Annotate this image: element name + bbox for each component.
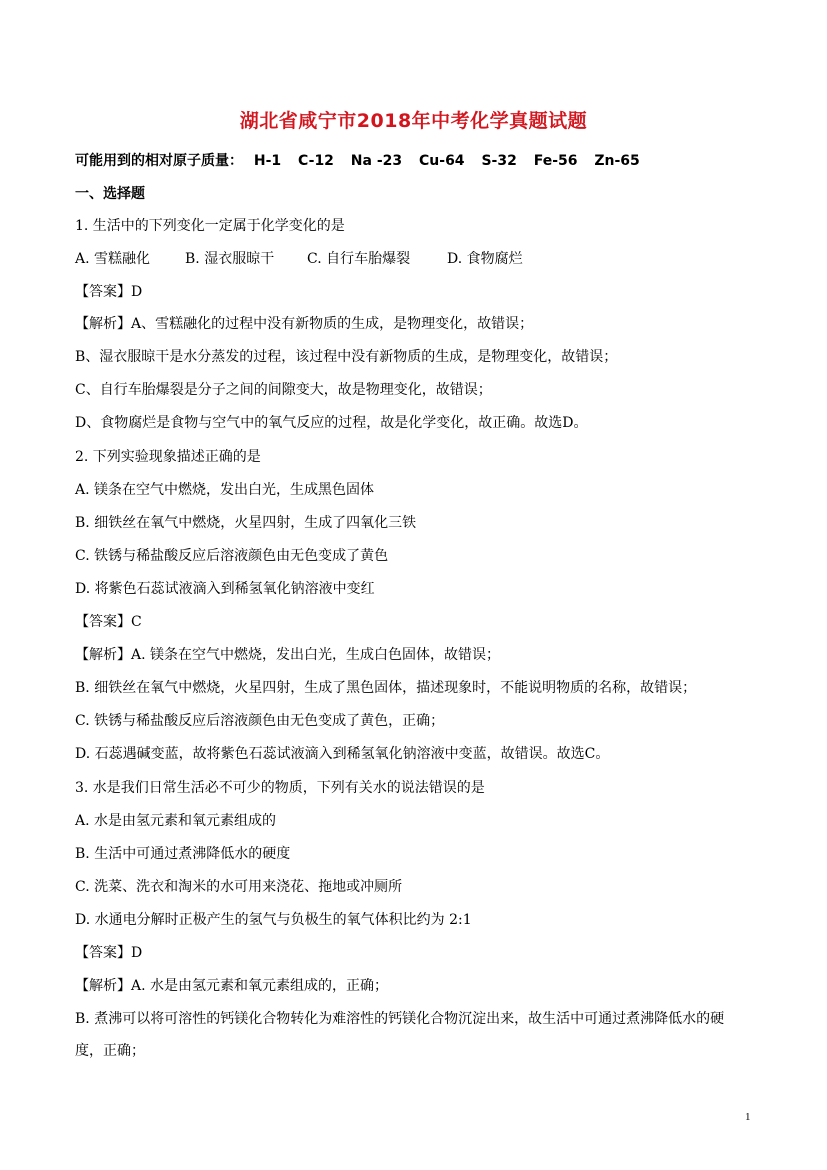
- question-1-analysis-4: D、食物腐烂是食物与空气中的氧气反应的过程，故是化学变化，故正确。故选D。: [75, 415, 588, 431]
- atomic-mass-c: C-12: [298, 153, 334, 169]
- answer-value: D: [131, 284, 143, 300]
- analysis-label: 【解析】: [75, 978, 131, 994]
- analysis-label: 【解析】: [75, 316, 131, 332]
- question-2-analysis-3: C. 铁锈与稀盐酸反应后溶液颜色由无色变成了黄色，正确；: [75, 713, 445, 729]
- question-3-option-c: C. 洗菜、洗衣和淘米的水可用来浇花、拖地或冲厕所: [75, 879, 403, 895]
- question-1-option-a: A. 雪糕融化: [75, 251, 151, 267]
- atomic-mass-cu: Cu-64: [419, 153, 465, 169]
- analysis-text: A. 镁条在空气中燃烧，发出白光，生成白色固体，故错误；: [131, 647, 501, 663]
- analysis-label: 【解析】: [75, 647, 131, 663]
- atomic-mass-label: 可能用到的相对原子质量：: [75, 153, 243, 169]
- question-2-analysis-4: D. 石蕊遇碱变蓝，故将紫色石蕊试液滴入到稀氢氧化钠溶液中变蓝，故错误。故选C。: [75, 746, 610, 762]
- analysis-text: A. 水是由氢元素和氧元素组成的，正确；: [131, 978, 389, 994]
- atomic-mass-na: Na -23: [350, 153, 403, 169]
- atomic-mass-line: [75, 151, 755, 171]
- question-3-answer: [75, 943, 755, 963]
- atomic-mass-fe: Fe-56: [533, 153, 578, 169]
- question-1-answer: [75, 282, 755, 302]
- question-1-analysis-2: B、湿衣服晾干是水分蒸发的过程，该过程中没有新物质的生成，是物理变化，故错误；: [75, 349, 618, 365]
- answer-label: 【答案】: [75, 284, 131, 300]
- question-2-analysis-2: B. 细铁丝在氧气中燃烧，火星四射，生成了黑色固体，描述现象时，不能说明物质的名称，故错误；: [75, 680, 697, 696]
- question-1-stem: 1. 生活中的下列变化一定属于化学变化的是: [75, 218, 345, 234]
- question-3-stem: 3. 水是我们日常生活必不可少的物质，下列有关水的说法错误的是: [75, 780, 485, 796]
- question-3-analysis-1: [75, 976, 755, 996]
- atomic-mass-s: S-32: [481, 153, 517, 169]
- answer-value: C: [131, 614, 142, 630]
- question-3-analysis-3: 度，正确；: [75, 1043, 145, 1059]
- question-2-option-d: D. 将紫色石蕊试液滴入到稀氢氧化钠溶液中变红: [75, 581, 375, 597]
- question-3-option-a: A. 水是由氢元素和氧元素组成的: [75, 813, 277, 829]
- question-2-option-c: C. 铁锈与稀盐酸反应后溶液颜色由无色变成了黄色: [75, 548, 389, 564]
- atomic-mass-h: H-1: [253, 153, 282, 169]
- answer-label: 【答案】: [75, 614, 131, 630]
- answer-value: D: [131, 945, 143, 961]
- question-3-option-d: D. 水通电分解时正极产生的氢气与负极生的氧气体积比约为 2:1: [75, 912, 472, 928]
- question-1-analysis-1: [75, 314, 755, 334]
- question-1-options: [75, 249, 755, 269]
- question-3-option-b: B. 生活中可通过煮沸降低水的硬度: [75, 846, 291, 862]
- page-title: 湖北省咸宁市2018年中考化学真题试题: [239, 110, 588, 132]
- section-heading: 一、选择题: [75, 186, 145, 202]
- question-3-analysis-2: B. 煮沸可以将可溶性的钙镁化合物转化为难溶性的钙镁化合物沉淀出来，故生活中可通过煮沸降低水的硬: [75, 1011, 725, 1027]
- question-2-option-b: B. 细铁丝在氧气中燃烧，火星四射，生成了四氧化三铁: [75, 515, 417, 531]
- answer-label: 【答案】: [75, 945, 131, 961]
- analysis-text: A、雪糕融化的过程中没有新物质的生成，是物理变化，故错误；: [131, 316, 534, 332]
- page-number: 1: [745, 1111, 751, 1123]
- question-2-answer: [75, 612, 755, 632]
- question-2-stem: 2. 下列实验现象描述正确的是: [75, 449, 261, 465]
- question-2-analysis-1: [75, 645, 755, 665]
- question-2-option-a: A. 镁条在空气中燃烧，发出白光，生成黑色固体: [75, 482, 375, 498]
- atomic-mass-zn: Zn-65: [594, 153, 640, 169]
- question-1-analysis-3: C、自行车胎爆裂是分子之间的间隙变大，故是物理变化，故错误；: [75, 382, 492, 398]
- question-1-option-b: B. 湿衣服晾干: [185, 251, 275, 267]
- question-1-option-d: D. 食物腐烂: [447, 251, 523, 267]
- question-1-option-c: C. 自行车胎爆裂: [307, 251, 411, 267]
